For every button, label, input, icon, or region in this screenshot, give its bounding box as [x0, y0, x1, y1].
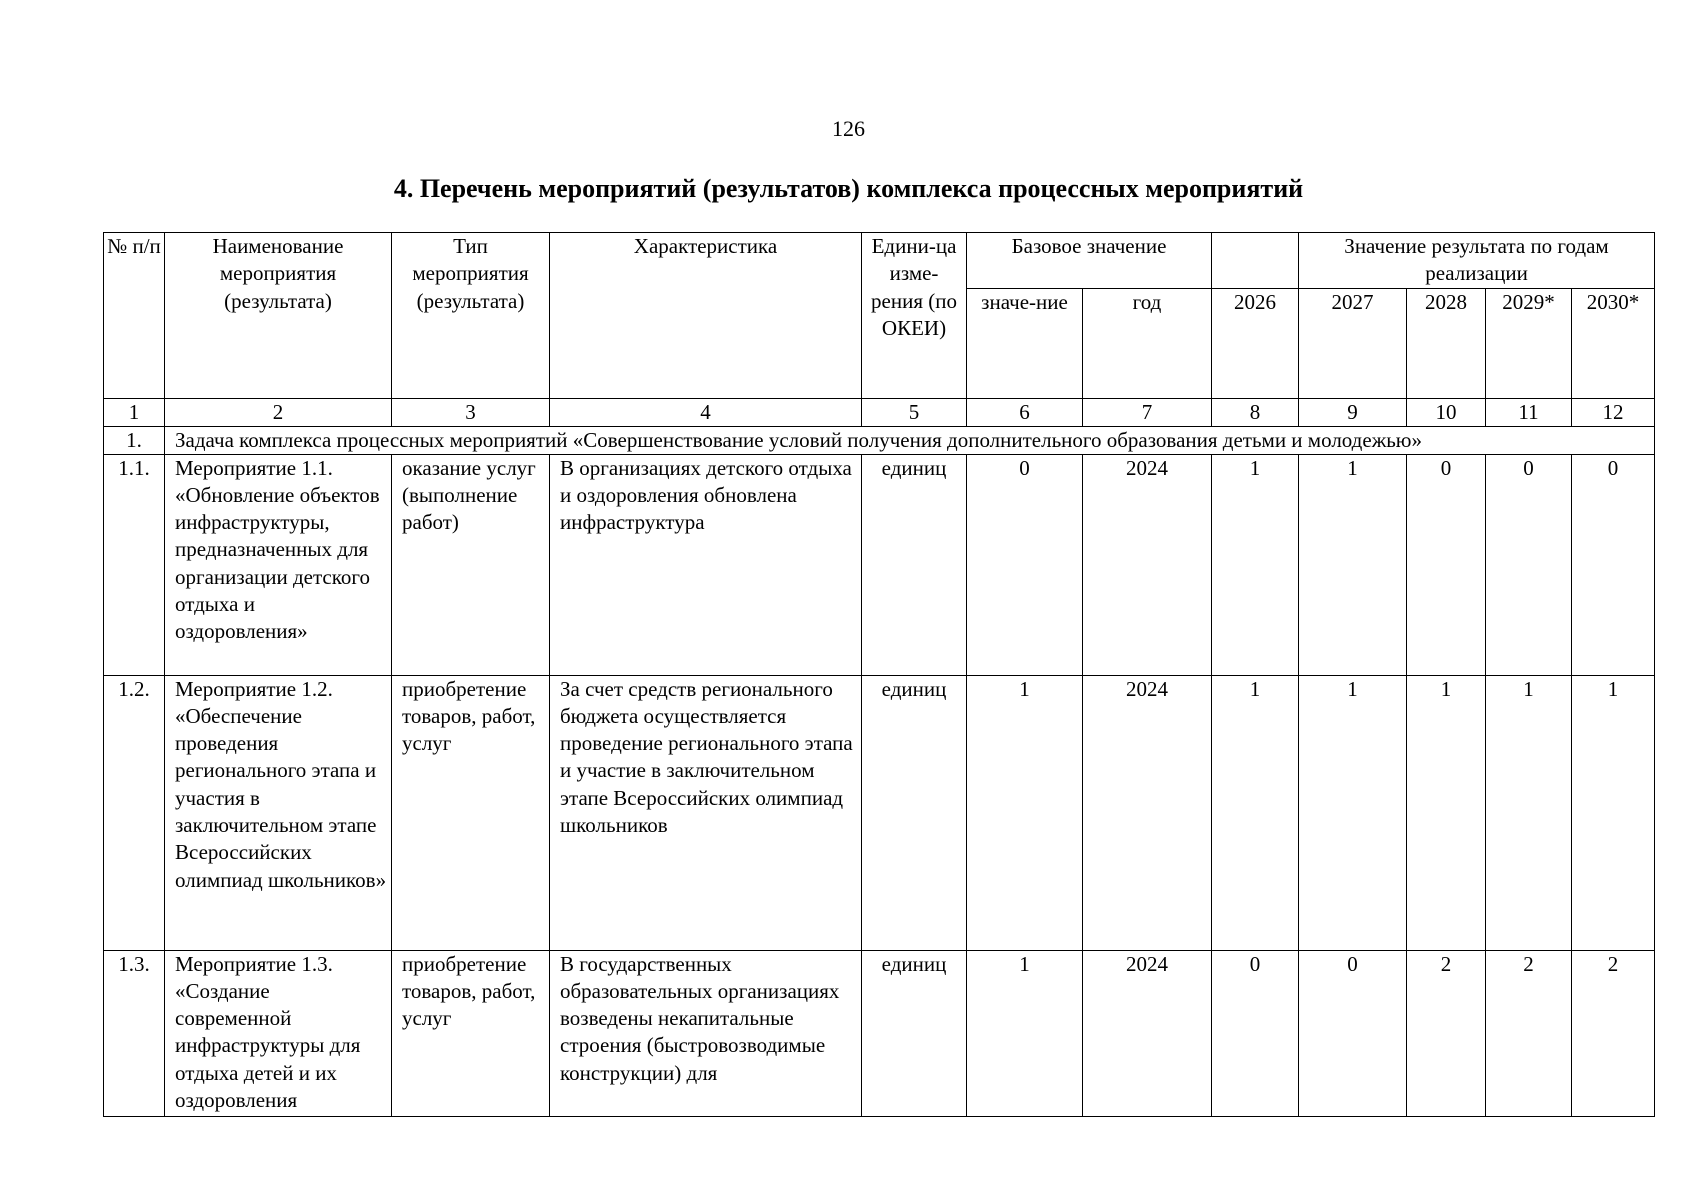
row-base-value: 1	[967, 950, 1083, 1116]
row-type: приобретение товаров, работ, услуг	[392, 675, 550, 950]
column-number: 1	[104, 398, 165, 426]
row-name: Мероприятие 1.1. «Обновление объектов инфраструктуры, предназначенных для организации детского отдыха и оздоровления»	[165, 454, 392, 675]
header-year-2030: 2030*	[1572, 288, 1655, 398]
header-num: № п/п	[104, 233, 165, 399]
row-characteristic: В организациях детского отдыха и оздоровления обновлена инфраструктура	[550, 454, 862, 675]
row-base-value: 0	[967, 454, 1083, 675]
column-number: 4	[550, 398, 862, 426]
row-value-2029: 2	[1486, 950, 1572, 1116]
column-number: 8	[1212, 398, 1299, 426]
table-row	[104, 675, 1655, 950]
table-row	[104, 454, 1655, 675]
row-type: приобретение товаров, работ, услуг	[392, 950, 550, 1116]
row-unit: единиц	[862, 675, 967, 950]
header-row-1	[104, 233, 1655, 289]
row-type: оказание услуг (выполнение работ)	[392, 454, 550, 675]
header-base-value-year: год	[1083, 288, 1212, 398]
column-number: 6	[967, 398, 1083, 426]
row-value-2026: 1	[1212, 675, 1299, 950]
row-value-2028: 0	[1407, 454, 1486, 675]
row-num: 1.3.	[104, 950, 165, 1116]
column-number: 9	[1299, 398, 1407, 426]
document-title: 4. Перечень мероприятий (результатов) комплекса процессных мероприятий	[393, 174, 1304, 203]
row-num: 1.2.	[104, 675, 165, 950]
activities-table	[103, 232, 1655, 1117]
task-num: 1.	[104, 426, 165, 454]
row-value-2029: 1	[1486, 675, 1572, 950]
row-base-year: 2024	[1083, 950, 1212, 1116]
page-number: 126	[832, 116, 865, 141]
row-characteristic: За счет средств регионального бюджета осуществляется проведение регионального этапа и участие в заключительном этапе Всероссийских олимпиад школьников	[550, 675, 862, 950]
row-unit: единиц	[862, 950, 967, 1116]
row-value-2029: 0	[1486, 454, 1572, 675]
row-characteristic: В государственных образовательных организациях возведены некапитальные строения (быстровозводимые конструкции) для	[550, 950, 862, 1116]
row-unit: единиц	[862, 454, 967, 675]
header-year-2026: 2026	[1212, 288, 1299, 398]
row-name: Мероприятие 1.2. «Обеспечение проведения регионального этапа и участия в заключительном этапе Всероссийских олимпиад школьников»	[165, 675, 392, 950]
row-value-2030: 1	[1572, 675, 1655, 950]
row-base-year: 2024	[1083, 675, 1212, 950]
row-value-2027: 1	[1299, 675, 1407, 950]
column-number: 12	[1572, 398, 1655, 426]
header-base-value: Базовое значение	[967, 233, 1212, 289]
task-row	[104, 426, 1655, 454]
header-empty-cell	[1212, 233, 1299, 289]
row-base-year: 2024	[1083, 454, 1212, 675]
column-number: 11	[1486, 398, 1572, 426]
header-base-value-value: значе-ние	[967, 288, 1083, 398]
column-number: 2	[165, 398, 392, 426]
header-year-2028: 2028	[1407, 288, 1486, 398]
header-characteristic: Характеристика	[550, 233, 862, 399]
row-value-2026: 0	[1212, 950, 1299, 1116]
header-year-2029: 2029*	[1486, 288, 1572, 398]
row-value-2030: 2	[1572, 950, 1655, 1116]
header-name: Наименование мероприятия (результата)	[165, 233, 392, 399]
column-number: 5	[862, 398, 967, 426]
column-number: 10	[1407, 398, 1486, 426]
column-numbers-row	[104, 398, 1655, 426]
row-num: 1.1.	[104, 454, 165, 675]
row-value-2026: 1	[1212, 454, 1299, 675]
row-value-2030: 0	[1572, 454, 1655, 675]
header-type: Тип мероприятия (результата)	[392, 233, 550, 399]
task-text: Задача комплекса процессных мероприятий «Совершенствование условий получения дополнительного образования детьми и молодежью»	[165, 426, 1655, 454]
column-number: 7	[1083, 398, 1212, 426]
row-value-2027: 0	[1299, 950, 1407, 1116]
header-unit: Едини-ца изме-рения (по ОКЕИ)	[862, 233, 967, 399]
row-value-2028: 2	[1407, 950, 1486, 1116]
row-base-value: 1	[967, 675, 1083, 950]
header-by-years: Значение результата по годам реализации	[1299, 233, 1655, 289]
table-row	[104, 950, 1655, 1116]
header-year-2027: 2027	[1299, 288, 1407, 398]
column-number: 3	[392, 398, 550, 426]
row-value-2027: 1	[1299, 454, 1407, 675]
row-value-2028: 1	[1407, 675, 1486, 950]
row-name: Мероприятие 1.3. «Создание современной инфраструктуры для отдыха детей и их оздоровления	[165, 950, 392, 1116]
